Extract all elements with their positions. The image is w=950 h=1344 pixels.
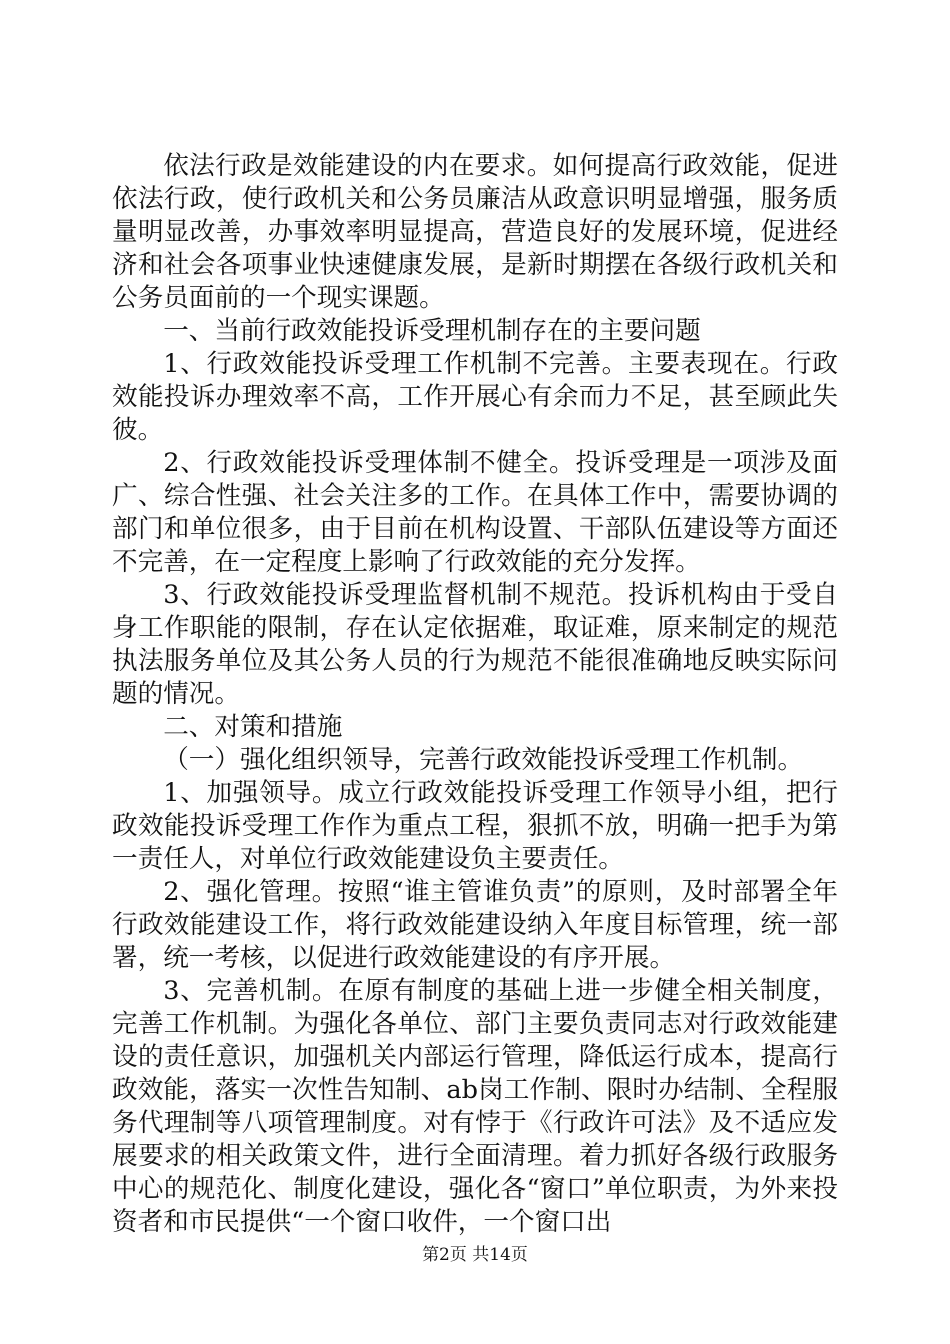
subsection-heading-leadership: （一）强化组织领导，完善行政效能投诉受理工作机制。	[163, 745, 804, 775]
paragraph-problem-3: 3、行政效能投诉受理监督机制不规范。投诉机构由于受自身工作职能的限制，存在认定依据难，取证难，原来制定的规范执法服务单位及其公务人员的行为规范不能很准确地反映实际问题的情况。	[112, 580, 838, 709]
paragraph-measure-2: 2、强化管理。按照“谁主管谁负责”的原则，及时部署全年行政效能建设工作，将行政效能建设纳入年度目标管理，统一部署，统一考核，以促进行政效能建设的有序开展。	[112, 877, 838, 973]
document-body	[112, 150, 838, 1239]
paragraph-intro: 依法行政是效能建设的内在要求。如何提高行政效能，促进依法行政，使行政机关和公务员廉洁从政意识明显增强，服务质量明显改善，办事效率明显提高，营造良好的发展环境，促进经济和社会各项事业快速健康发展，是新时期摆在各级行政机关和公务员面前的一个现实课题。	[112, 151, 838, 313]
section-heading-measures: 二、对策和措施	[163, 712, 343, 742]
page-number-footer: 第2页 共14页	[422, 1245, 528, 1265]
paragraph-problem-1: 1、行政效能投诉受理工作机制不完善。主要表现在。行政效能投诉办理效率不高，工作开展心有余而力不足，甚至顾此失彼。	[112, 349, 838, 445]
paragraph-measure-1: 1、加强领导。成立行政效能投诉受理工作领导小组，把行政效能投诉受理工作作为重点工程，狠抓不放，明确一把手为第一责任人，对单位行政效能建设负主要责任。	[112, 778, 838, 874]
section-heading-problems: 一、当前行政效能投诉受理机制存在的主要问题	[163, 316, 701, 346]
paragraph-measure-3: 3、完善机制。在原有制度的基础上进一步健全相关制度，完善工作机制。为强化各单位、部门主要负责同志对行政效能建设的责任意识，加强机关内部运行管理，降低运行成本，提高行政效能，落实一次性告知制、ab岗工作制、限时办结制、全程服务代理制等八项管理制度。对有悖于《行政许可法》及不适应发展要求的相关政策文件，进行全面清理。着力抓好各级行政服务中心的规范化、制度化建设，强化各“窗口”单位职责，为外来投资者和市民提供“一个窗口收件，一个窗口出	[112, 976, 838, 1237]
paragraph-problem-2: 2、行政效能投诉受理体制不健全。投诉受理是一项涉及面广、综合性强、社会关注多的工作。在具体工作中，需要协调的部门和单位很多，由于目前在机构设置、干部队伍建设等方面还不完善，在一定程度上影响了行政效能的充分发挥。	[112, 448, 838, 577]
